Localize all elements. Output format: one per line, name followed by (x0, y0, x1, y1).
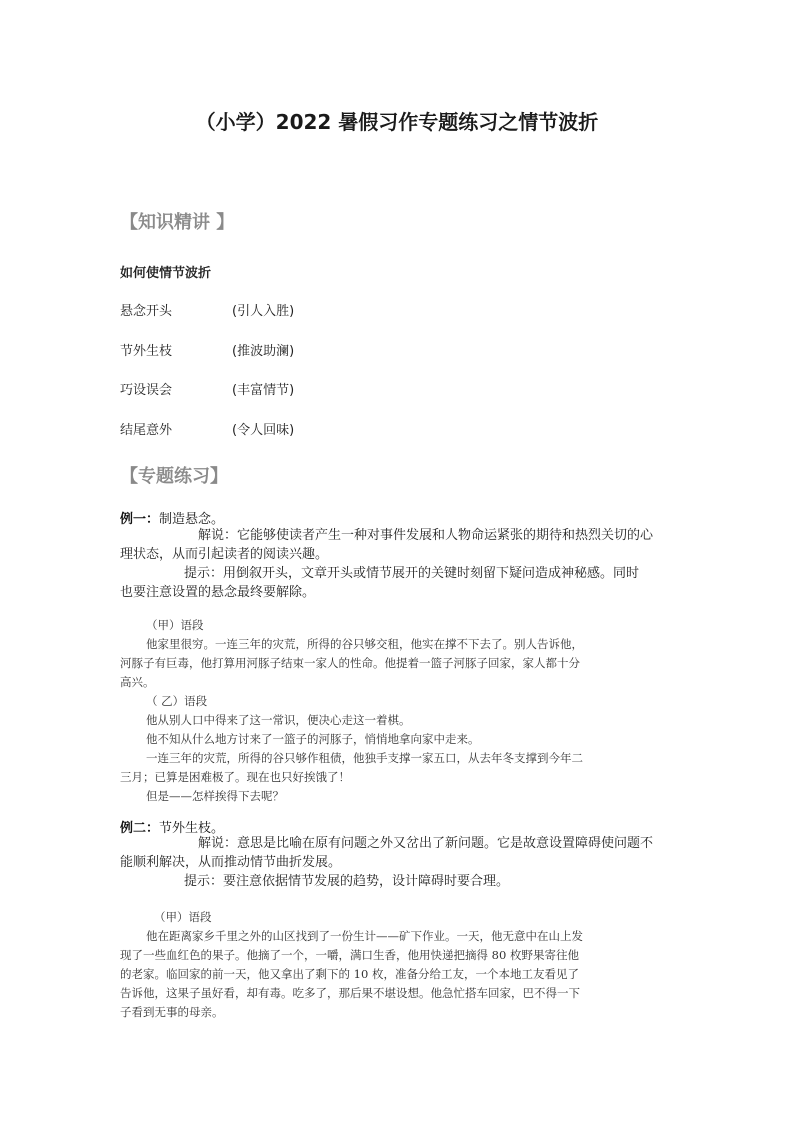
tip-line: 提示：要注意依据情节发展的趋势，设计障碍时要合理。 (184, 874, 510, 889)
passage-line: 三月；已算是困难极了。现在也只好挨饿了！ (120, 770, 350, 784)
example-topic: 节外生枝。 (159, 821, 225, 836)
passage-label: （甲）语段 (146, 618, 204, 632)
explanation-paragraph (120, 834, 680, 872)
method-name: 结尾意外 (120, 423, 173, 438)
method-note: (丰富情节) (232, 383, 295, 398)
method-name: 悬念开头 (120, 304, 173, 319)
passage-label: （ 乙）语段 (146, 694, 208, 708)
passage-line: 他家里很穷。一连三年的灾荒，所得的谷只够交租，他实在撑不下去了。别人告诉他， (146, 637, 583, 651)
tip-line: 提示：用倒叙开头，文章开头或情节展开的关键时刻留下疑问造成神秘感。同时 (184, 566, 640, 581)
subheading-how-to: 如何使情节波折 (120, 266, 212, 281)
passage-line: 的老家。临回家的前一天，他又拿出了剩下的 10 枚，准备分给工友，一个本地工友看见了 (120, 967, 579, 981)
passage-line: 他从别人口中得来了这一常识，便决心走这一着棋。 (146, 713, 411, 727)
method-note: (引人入胜) (232, 304, 295, 319)
passage-line: 但是——怎样挨得下去呢？ (146, 789, 284, 803)
example-heading (120, 508, 224, 527)
section-heading-practice: 【专题练习】 (120, 466, 228, 487)
passage-line: 现了一些血红色的果子。他摘了一个，一嚼，满口生香，他用快递把摘得 80 枚野果寄往他 (120, 948, 579, 962)
explanation-line: 理状态，从而引起读者的阅读兴趣。 (120, 547, 329, 562)
passage-block (120, 908, 690, 1022)
passage-line: 子看到无事的母亲。 (120, 1005, 224, 1019)
example-label: 例一： (120, 512, 160, 527)
method-name: 巧设误会 (120, 383, 173, 398)
passage-block (120, 616, 690, 806)
method-note: (令人回味) (232, 423, 295, 438)
passage-line: 他在距离家乡千里之外的山区找到了一份生计——矿下作业。一天，他无意中在山上发 (146, 929, 583, 943)
passage-line: 高兴。 (120, 675, 155, 689)
passage-label: （甲）语段 (154, 910, 212, 924)
explanation-paragraph (120, 526, 680, 564)
tip-paragraph (120, 564, 680, 602)
passage-line: 一连三年的灾荒，所得的谷只够作租债，他独手支撑一家五口，从去年冬支撑到今年二 (146, 751, 583, 765)
example-label: 例二： (120, 821, 160, 836)
method-name: 节外生枝 (120, 344, 173, 359)
tip-paragraph (120, 872, 680, 891)
page-title: （小学）2022 暑假习作专题练习之情节波折 (195, 110, 599, 134)
explanation-line: 解说：意思是比喻在原有问题之外又岔出了新问题。它是故意设置障碍使问题不 (198, 836, 654, 851)
method-note: (推波助澜) (232, 344, 295, 359)
tip-line: 也要注意设置的悬念最终要解除。 (120, 585, 316, 600)
explanation-line: 解说：它能够使读者产生一种对事件发展和人物命运紧张的期待和热烈关切的心 (198, 528, 654, 543)
passage-line: 河豚子有巨毒，他打算用河豚子结束一家人的性命。他提着一篮子河豚子回家，家人都十分 (120, 656, 580, 670)
explanation-line: 能顺利解决，从而推动情节曲折发展。 (120, 855, 342, 870)
passage-line: 告诉他，这果子虽好看，却有毒。吃多了，那后果不堪设想。他急忙搭车回家，巴不得一下 (120, 986, 580, 1000)
passage-line: 他不知从什么地方讨来了一篮子的河豚子，悄悄地拿向家中走来。 (146, 732, 480, 746)
example-topic: 制造悬念。 (159, 512, 225, 527)
section-heading-knowledge: 【知识精讲 】 (120, 212, 235, 233)
